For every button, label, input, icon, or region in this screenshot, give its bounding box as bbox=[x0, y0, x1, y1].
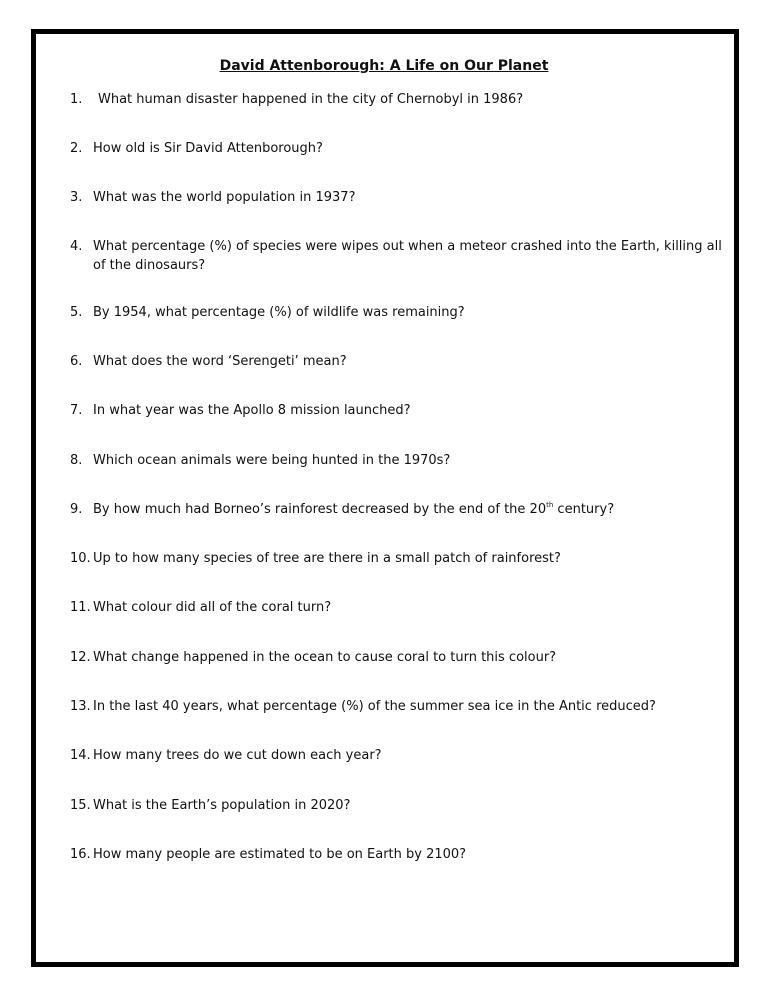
question-1 bbox=[70, 90, 730, 109]
ordinal-suffix: th bbox=[546, 501, 554, 509]
question-number: 9. bbox=[70, 502, 83, 517]
question-number: 4. bbox=[70, 239, 83, 254]
question-text: How many people are estimated to be on Earth by 2100? bbox=[93, 847, 467, 862]
question-number: 5. bbox=[70, 305, 83, 320]
question-8 bbox=[70, 451, 730, 470]
question-text: Up to how many species of tree are there in a small patch of rainforest? bbox=[93, 551, 561, 566]
question-number: 1. bbox=[70, 92, 83, 107]
worksheet-title: David Attenborough: A Life on Our Planet bbox=[219, 58, 549, 74]
question-4 bbox=[70, 237, 730, 275]
question-text: What was the world population in 1937? bbox=[93, 190, 356, 205]
question-5 bbox=[70, 303, 730, 322]
question-text: How old is Sir David Attenborough? bbox=[93, 141, 323, 156]
question-13 bbox=[70, 697, 730, 716]
question-text-part: By how much had Borneo’s rainforest decreased by the end of the 20 bbox=[93, 502, 547, 517]
question-number: 14. bbox=[70, 748, 91, 763]
question-number: 8. bbox=[70, 453, 83, 468]
question-text: What human disaster happened in the city of Chernobyl in 1986? bbox=[98, 92, 524, 107]
question-14 bbox=[70, 746, 730, 765]
question-text: What colour did all of the coral turn? bbox=[93, 600, 332, 615]
question-10 bbox=[70, 549, 730, 568]
question-12 bbox=[70, 648, 730, 667]
question-text: How many trees do we cut down each year? bbox=[93, 748, 382, 763]
question-text-part: century? bbox=[553, 502, 615, 517]
question-number: 6. bbox=[70, 354, 83, 369]
question-text bbox=[70, 500, 730, 519]
question-11 bbox=[70, 598, 730, 617]
question-6 bbox=[70, 352, 730, 371]
question-number: 13. bbox=[70, 699, 91, 714]
question-15 bbox=[70, 796, 730, 815]
question-16 bbox=[70, 845, 730, 864]
question-text: Which ocean animals were being hunted in the 1970s? bbox=[93, 453, 451, 468]
question-3 bbox=[70, 188, 730, 207]
question-text: In the last 40 years, what percentage (%) of the summer sea ice in the Antic reduced? bbox=[93, 699, 656, 714]
question-number: 12. bbox=[70, 650, 91, 665]
question-number: 10. bbox=[70, 551, 91, 566]
page-border bbox=[31, 29, 739, 967]
question-number: 3. bbox=[70, 190, 83, 205]
question-number: 2. bbox=[70, 141, 83, 156]
question-text: What percentage (%) of species were wipes out when a meteor crashed into the Earth, killing all of the dinosaurs? bbox=[93, 239, 722, 273]
question-text: What change happened in the ocean to cause coral to turn this colour? bbox=[93, 650, 557, 665]
question-text: By 1954, what percentage (%) of wildlife was remaining? bbox=[93, 305, 465, 320]
question-text: What is the Earth’s population in 2020? bbox=[93, 798, 351, 813]
question-number: 11. bbox=[70, 600, 91, 615]
question-2 bbox=[70, 139, 730, 158]
question-number: 7. bbox=[70, 403, 83, 418]
question-number: 15. bbox=[70, 798, 91, 813]
question-text: What does the word ‘Serengeti’ mean? bbox=[93, 354, 347, 369]
question-7 bbox=[70, 401, 730, 420]
question-number: 16. bbox=[70, 847, 91, 862]
question-text: In what year was the Apollo 8 mission launched? bbox=[93, 403, 411, 418]
question-9 bbox=[70, 500, 730, 519]
